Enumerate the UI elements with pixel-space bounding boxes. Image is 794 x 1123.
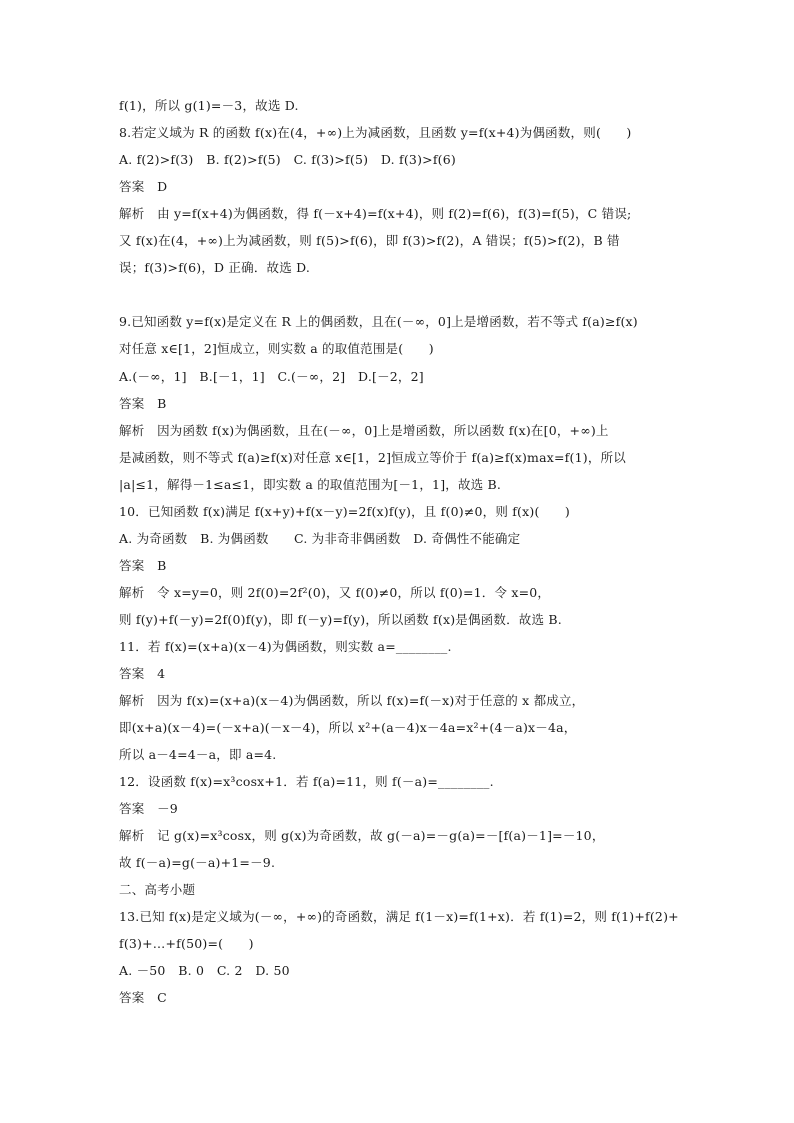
question-13-cont: f(3)+…+f(50)=( ) [119, 936, 254, 951]
q9-answer: 答案 B [119, 396, 167, 411]
section-heading: 二、高考小题 [119, 882, 196, 897]
q8-options: A. f(2)>f(3) B. f(2)>f(5) C. f(3)>f(5) D. f(3)>f(6) [119, 152, 456, 167]
q13-answer: 答案 C [119, 990, 167, 1005]
q10-answer: 答案 B [119, 558, 167, 573]
question-8: 8.若定义域为 R 的函数 f(x)在(4，+∞)上为减函数，且函数 y=f(x+4)为偶函数，则( ) [119, 125, 632, 140]
q11-analysis-2: 即(x+a)(x－4)=(－x+a)(－x－4)，所以 x²+(a－4)x－4a=x²+(4－a)x－4a， [119, 720, 577, 735]
q8-analysis-3: 误；f(3)>f(6)，D 正确．故选 D. [119, 260, 311, 275]
question-10: 10．已知函数 f(x)满足 f(x+y)+f(x－y)=2f(x)f(y)，且 f(0)≠0，则 f(x)( ) [119, 504, 570, 519]
q12-analysis-1: 解析 记 g(x)=x³cosx，则 g(x)为奇函数，故 g(－a)=－g(a)=－[f(a)－1]=－10， [119, 828, 605, 843]
q10-analysis-2: 则 f(y)+f(－y)=2f(0)f(y)，即 f(－y)=f(y)，所以函数 f(x)是偶函数．故选 B. [119, 612, 562, 627]
q8-analysis-2: 又 f(x)在(4，+∞)上为减函数，则 f(5)>f(6)，即 f(3)>f(2)，A 错误；f(5)>f(2)，B 错 [119, 233, 620, 248]
q12-analysis-2: 故 f(－a)=g(－a)+1=－9. [119, 855, 276, 870]
q9-options: A.(－∞，1] B.[－1，1] C.(－∞，2] D.[－2，2] [119, 369, 424, 384]
q10-analysis-1: 解析 令 x=y=0，则 2f(0)=2f²(0)，又 f(0)≠0，所以 f(0)=1．令 x=0， [119, 585, 551, 600]
q10-options: A. 为奇函数 B. 为偶函数 C. 为非奇非偶函数 D. 奇偶性不能确定 [119, 531, 521, 546]
text-line-1: f(1)，所以 g(1)=－3，故选 D. [119, 98, 299, 113]
q11-answer: 答案 4 [119, 666, 166, 681]
question-9-cont: 对任意 x∈[1，2]恒成立，则实数 a 的取值范围是( ) [119, 341, 434, 356]
q8-answer: 答案 D [119, 179, 168, 194]
question-9: 9.已知函数 y=f(x)是定义在 R 上的偶函数，且在(－∞，0]上是增函数，若不等式 f(a)≥f(x) [119, 314, 638, 329]
q9-analysis-2: 是减函数，则不等式 f(a)≥f(x)对任意 x∈[1，2]恒成立等价于 f(a)≥f(x)max=f(1)，所以 [119, 450, 626, 465]
q11-analysis-3: 所以 a－4=4－a，即 a=4. [119, 747, 277, 762]
question-12: 12．设函数 f(x)=x³cosx+1．若 f(a)=11，则 f(－a)=________. [119, 774, 494, 789]
q8-analysis-1: 解析 由 y=f(x+4)为偶函数，得 f(－x+4)=f(x+4)，则 f(2)=f(6)，f(3)=f(5)，C 错误; [119, 206, 632, 221]
q13-options: A. －50 B. 0 C. 2 D. 50 [119, 963, 290, 978]
q9-analysis-3: |a|≤1，解得－1≤a≤1，即实数 a 的取值范围为[－1，1]，故选 B. [119, 477, 502, 492]
question-11: 11．若 f(x)=(x+a)(x－4)为偶函数，则实数 a=________. [119, 639, 452, 654]
question-13: 13.已知 f(x)是定义域为(－∞，+∞)的奇函数，满足 f(1－x)=f(1+x)．若 f(1)=2，则 f(1)+f(2)+ [119, 909, 679, 924]
q9-analysis-1: 解析 因为函数 f(x)为偶函数，且在(－∞，0]上是增函数，所以函数 f(x)在[0，+∞)上 [119, 423, 609, 438]
q11-analysis-1: 解析 因为 f(x)=(x+a)(x－4)为偶函数，所以 f(x)=f(－x)对于任意的 x 都成立， [119, 693, 585, 708]
q12-answer: 答案 －9 [119, 801, 178, 816]
